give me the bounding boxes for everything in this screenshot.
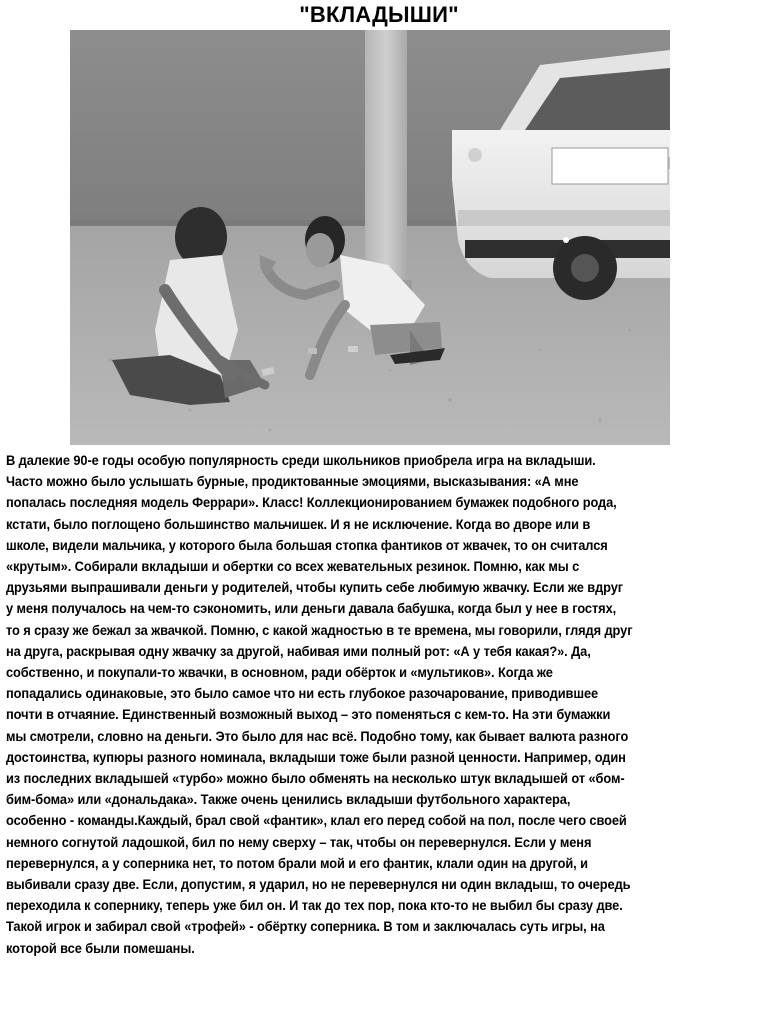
license-plate bbox=[552, 148, 668, 184]
article-line: Часто можно было услышать бурные, продиктованные эмоциями, высказывания: «А мне bbox=[6, 474, 579, 491]
article-line: кстати, было поглощено большинство мальчишек. И я не исключение. Когда во дворе или в bbox=[6, 516, 591, 533]
article-line: «крутым». Собирали вкладыши и обертки со всех жевательных резинок. Помню, как мы с bbox=[6, 559, 580, 576]
article-line: немного согнутой ладошкой, бил по нему сверху – так, чтобы он перевернулся. Если у меня bbox=[6, 834, 592, 851]
article-body bbox=[6, 451, 754, 960]
article-line: которой все были помешаны. bbox=[6, 940, 195, 957]
photo-children-playing bbox=[70, 30, 670, 445]
article-line: у меня получалось на чем-то сэкономить, или деньги давала бабушка, когда был у нее в гостях, bbox=[6, 601, 617, 618]
photo-illustration bbox=[70, 30, 670, 445]
page-title: "ВКЛАДЫШИ" bbox=[299, 2, 459, 27]
article-line: собственно, и покупали-то жвачки, в основном, ради обёрток и «мультиков». Когда же bbox=[6, 665, 553, 682]
wrapper-card bbox=[348, 346, 358, 352]
article-line: особенно - команды.Каждый, брал свой «фантик», клал его перед собой на пол, после чего своей bbox=[6, 813, 627, 830]
article-line: перевернулся, а у соперника нет, то потом брали мой и его фантик, клали один на другой, и bbox=[6, 855, 588, 872]
article-line: почти в отчаяние. Единственный возможный выход – это поменяться с кем-то. На эти бумажки bbox=[6, 707, 611, 724]
article-line: бим-бома» или «донaльдака». Также очень ценились вкладыши футбольного характера, bbox=[6, 792, 571, 809]
article-line: школе, видели мальчика, у которого была большая стопка фантиков от жвачек, то он считался bbox=[6, 537, 608, 554]
article-line: мы смотрели, словно на деньги. Это было для нас всё. Подобно тому, как бывает валюта разного bbox=[6, 728, 629, 745]
article-line: достоинства, купюры разного номинала, вкладыши тоже были разной ценности. Например, один bbox=[6, 749, 626, 766]
article-line: попалась последняя модель Феррари». Класс! Коллекционированием бумажек подобного рода, bbox=[6, 495, 617, 512]
article-line: то я сразу же бежал за жвачкой. Помню, с какой жадностью в те времена, мы говорили, глядя друг bbox=[6, 622, 633, 639]
article-line: из последних вкладышей «турбо» можно было обменять на несколько штук вкладышей от «бом- bbox=[6, 771, 625, 788]
article-line: друзьями выпрашивали деньги у родителей, чтобы купить себе любимую жвачку. Если же вдруг bbox=[6, 580, 624, 597]
article-line: попадались одинаковые, это было самое что ни есть глубокое разочарование, приводившее bbox=[6, 686, 599, 703]
article-line: на друга, раскрывая одну жвачку за другой, набивая ими полный рот: «А у тебя какая?». Да, bbox=[6, 643, 591, 660]
article-line: выбивали сразу две. Если, допустим, я ударил, но не перевернулся ни один вкладыш, то очередь bbox=[6, 877, 631, 894]
concrete-pole bbox=[365, 30, 407, 292]
article-line: В далекие 90-е годы особую популярность среди школьников приобрела игра на вкладыши. bbox=[6, 453, 596, 469]
wrapper-card bbox=[308, 348, 317, 354]
article-line: Такой игрок и забирал свой «трофей» - обёртку соперника. В том и заключалась суть игры, на bbox=[6, 919, 605, 936]
article-line: переходила к сопернику, теперь уже бил он. И так до тех пор, пока кто-то не выбил бы сразу две. bbox=[6, 898, 623, 915]
